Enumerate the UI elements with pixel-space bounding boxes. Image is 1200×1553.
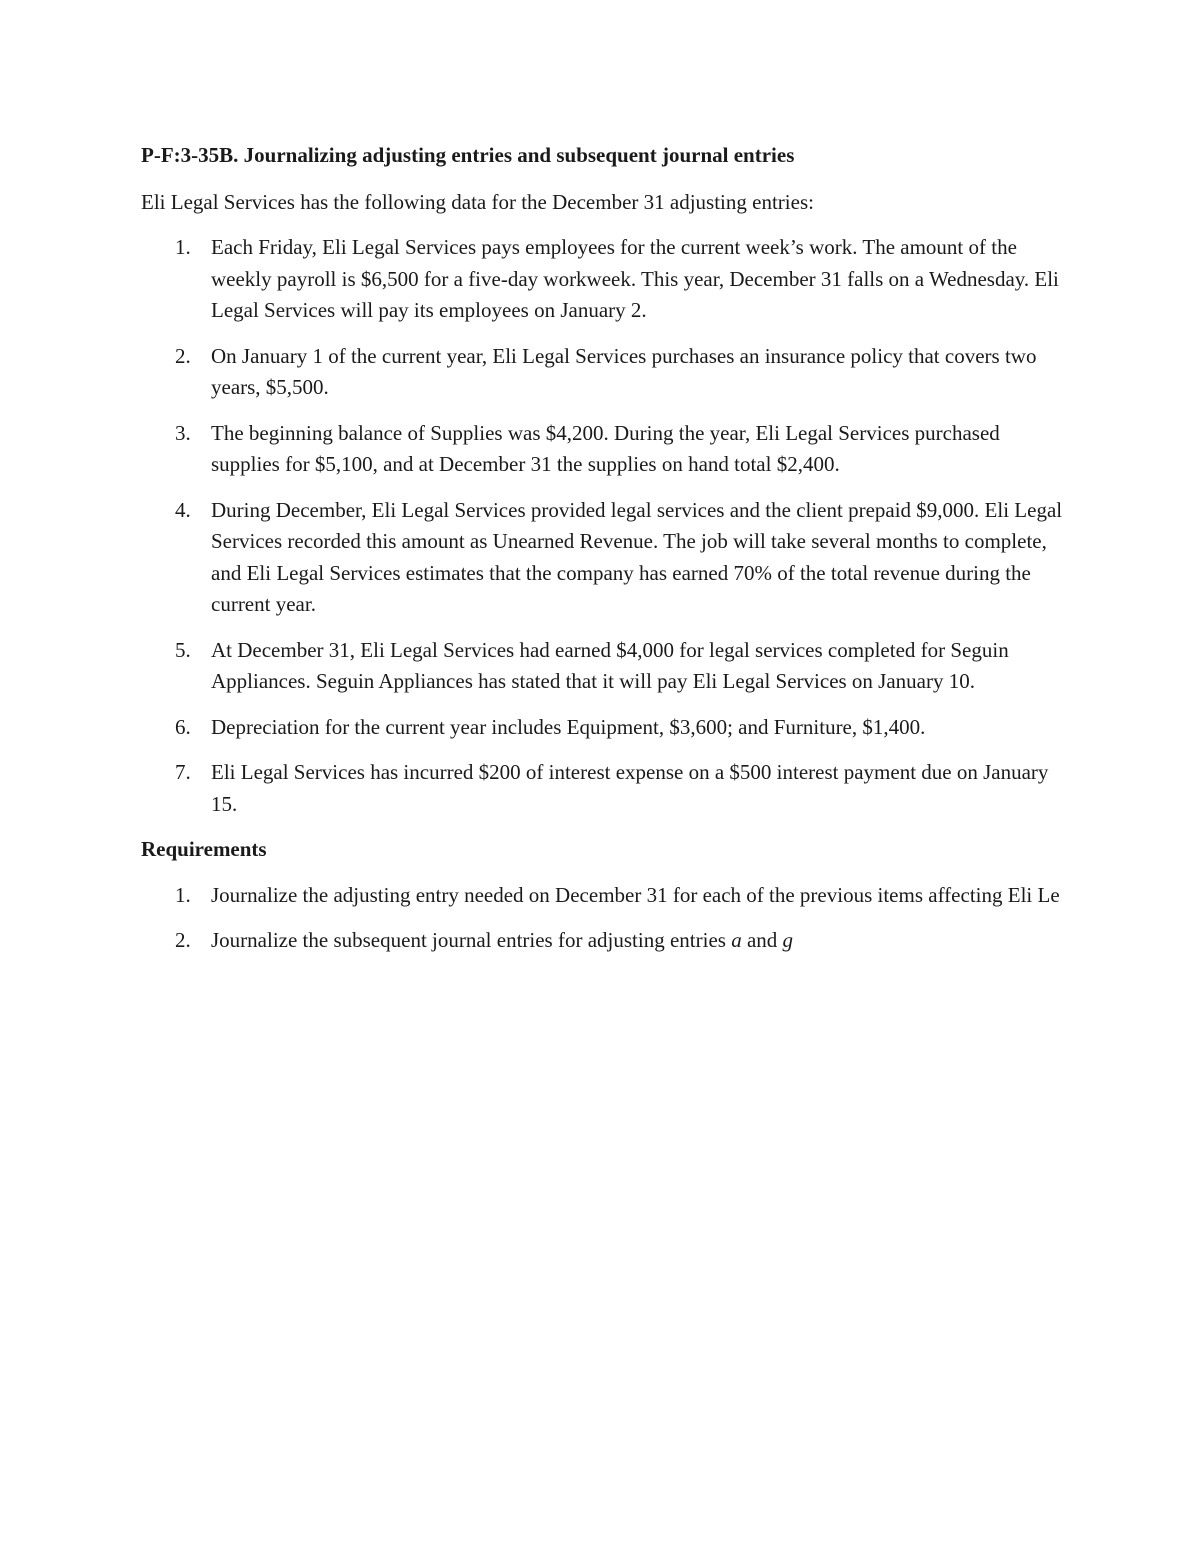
list-item-text: During December, Eli Legal Services provided legal services and the client prepaid $9,000. Eli Legal Services recorded this amount as Unearned Revenue. The job will take several months to complete, and Eli Legal Services estimates that the company has earned 70% of the total revenue during the current year. <box>211 497 1063 616</box>
list-item <box>141 232 1071 327</box>
requirement-text: Journalize the adjusting entry needed on December 31 for each of the previous items affecting Eli Le <box>211 882 1060 907</box>
list-item-number: 1. <box>175 235 191 259</box>
list-item-number: 3. <box>175 420 191 445</box>
requirement-variable-g: g <box>782 928 794 952</box>
data-item-list <box>141 232 1071 820</box>
requirement-variable-a: a <box>731 928 742 952</box>
requirement-number: 1. <box>175 882 191 907</box>
list-item-text: The beginning balance of Supplies was $4,200. During the year, Eli Legal Services purchased supplies for $5,100, and at December 31 the supplies on hand total $2,400. <box>211 420 1000 476</box>
list-item-number: 5. <box>175 637 191 662</box>
list-item-text: At December 31, Eli Legal Services had earned $4,000 for legal services completed for Seguin Appliances. Seguin Appliances has stated that it will pay Eli Legal Services on January 10. <box>211 637 1009 693</box>
requirement-text-mid: and <box>741 928 783 952</box>
list-item-number: 2. <box>175 343 191 368</box>
requirements-heading: Requirements <box>141 837 267 861</box>
list-item <box>141 712 1071 744</box>
document-content <box>141 140 1071 971</box>
requirements-list <box>141 880 1071 957</box>
list-item-number: 4. <box>175 497 191 522</box>
list-item-number: 6. <box>175 714 191 739</box>
intro-paragraph: Eli Legal Services has the following data for the December 31 adjusting entries: <box>141 189 814 214</box>
problem-title: P-F:3-35B. Journalizing adjusting entries and subsequent journal entries <box>141 143 795 167</box>
list-item-text: Eli Legal Services has incurred $200 of interest expense on a $500 interest payment due on January 15. <box>211 760 1049 816</box>
list-item <box>141 495 1071 621</box>
requirement-item <box>141 925 1071 957</box>
list-item-text: Depreciation for the current year includes Equipment, $3,600; and Furniture, $1,400. <box>211 714 926 739</box>
list-item <box>141 341 1071 404</box>
list-item-number: 7. <box>175 760 191 784</box>
list-item-text: On January 1 of the current year, Eli Legal Services purchases an insurance policy that covers two years, $5,500. <box>211 343 1037 399</box>
list-item <box>141 757 1071 820</box>
requirement-number: 2. <box>175 928 191 952</box>
requirement-text-before: Journalize the subsequent journal entries for adjusting entries <box>211 928 732 952</box>
list-item-text: Each Friday, Eli Legal Services pays employees for the current week’s work. The amount of the weekly payroll is $6,500 for a five-day workweek. This year, December 31 falls on a Wednesday. Eli Legal Services will pay its employees on January 2. <box>211 235 1059 322</box>
requirement-item <box>141 880 1071 912</box>
list-item <box>141 418 1071 481</box>
list-item <box>141 635 1071 698</box>
